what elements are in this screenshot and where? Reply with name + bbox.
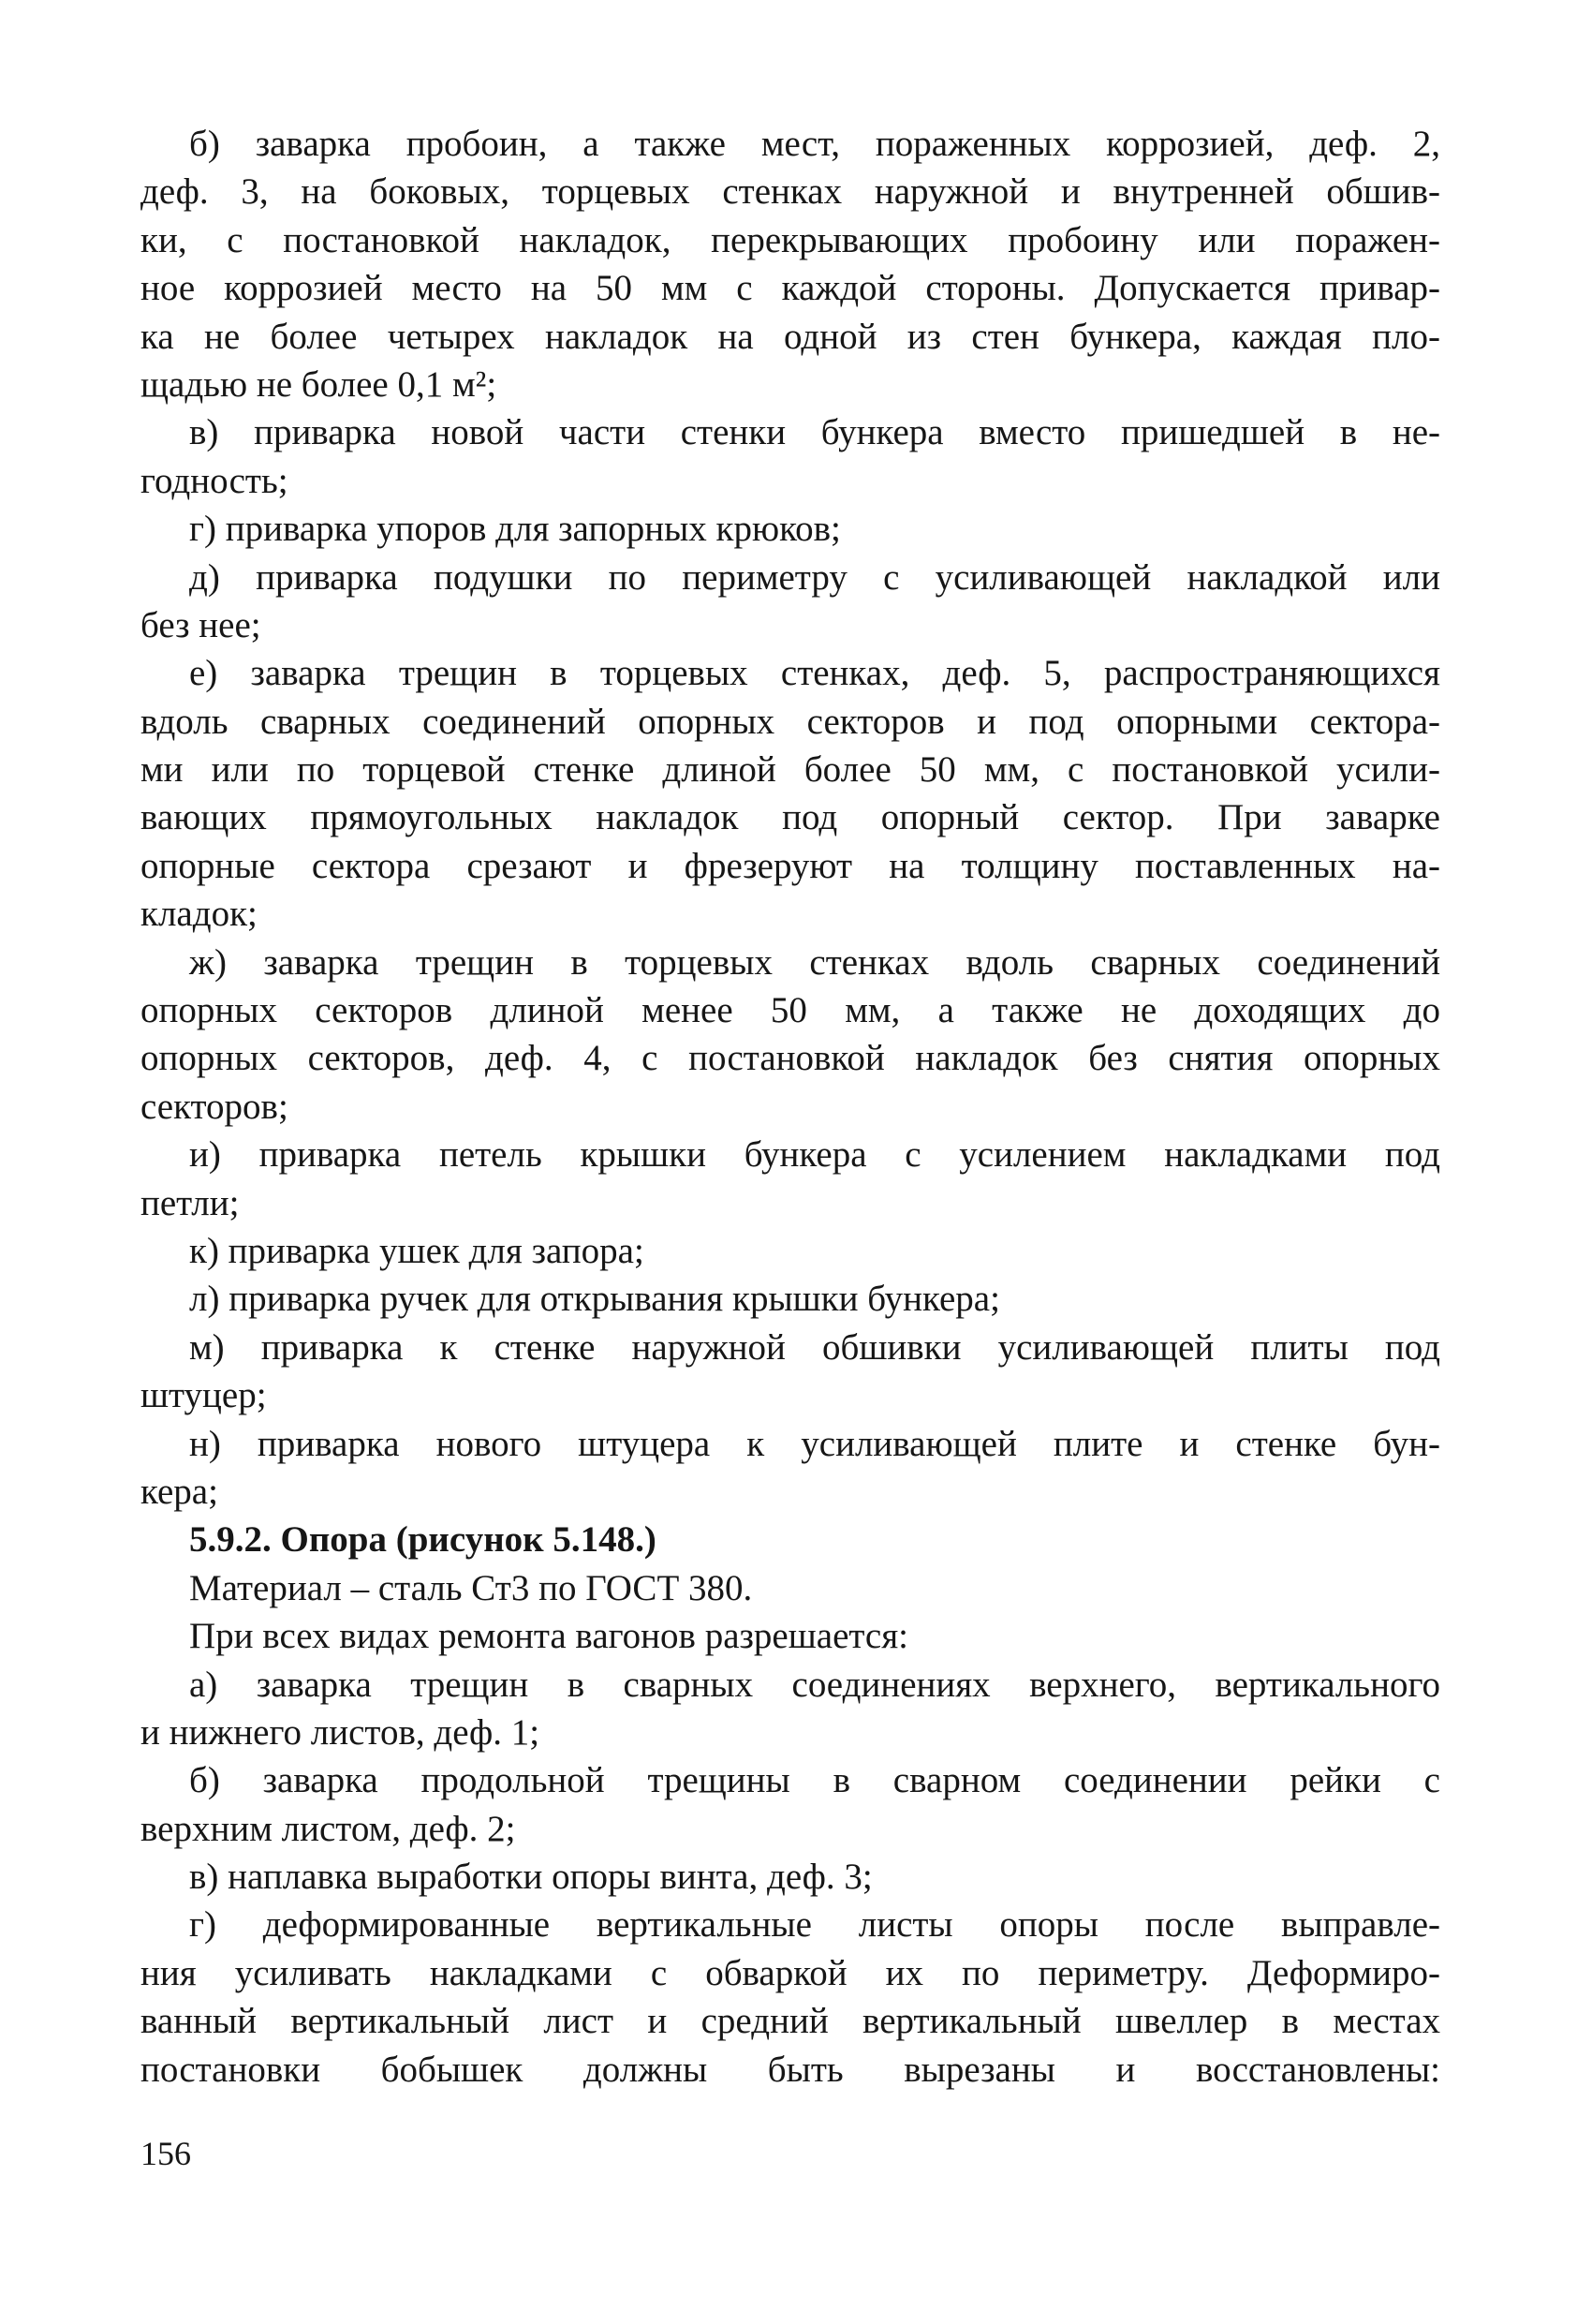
text-line: в) наплавка выработки опоры винта, деф. 3; bbox=[189, 1857, 873, 1898]
text-line: штуцер; bbox=[140, 1375, 267, 1416]
text-line: к) приварка ушек для запора; bbox=[189, 1230, 644, 1271]
paragraph bbox=[140, 1661, 1440, 1757]
text-line: вдоль сварных соединений опорных секторов и под опорными сектора- bbox=[140, 701, 1440, 742]
text-line: б) заварка продольной трещины в сварном соединении рейки с bbox=[189, 1760, 1440, 1801]
text-line: кера; bbox=[140, 1471, 218, 1512]
text-line: л) приварка ручек для открывания крышки бункера; bbox=[189, 1279, 1000, 1320]
text-line: опорные сектора срезают и фрезеруют на толщину поставленных на- bbox=[140, 845, 1440, 886]
paragraph bbox=[140, 649, 1440, 938]
text-line: 5.9.2. Опора (рисунок 5.148.) bbox=[189, 1519, 656, 1561]
text-line: ванный вертикальный лист и средний вертикальный швеллер в местах bbox=[140, 2001, 1440, 2042]
text-line: г) приварка упоров для запорных крюков; bbox=[189, 509, 841, 550]
paragraph bbox=[140, 1612, 1440, 1660]
text-line: ка не более четырех накладок на одной из стен бункера, каждая пло- bbox=[140, 316, 1440, 357]
text-line: ми или по торцевой стенке длиной более 50 мм, с постановкой усили- bbox=[140, 749, 1440, 791]
text-line: годность; bbox=[140, 460, 288, 501]
text-line: без нее; bbox=[140, 604, 261, 645]
text-line: вающих прямоугольных накладок под опорный сектор. При заварке bbox=[140, 797, 1440, 838]
text-line: верхним листом, деф. 2; bbox=[140, 1808, 516, 1849]
text-line: При всех видах ремонта вагонов разрешается: bbox=[189, 1616, 908, 1657]
text-line: ки, с постановкой накладок, перекрывающих пробоину или поражен- bbox=[140, 219, 1440, 260]
paragraph bbox=[140, 408, 1440, 505]
text-line: опорных секторов длиной менее 50 мм, а также не доходящих до bbox=[140, 990, 1440, 1031]
paragraph bbox=[140, 1324, 1440, 1420]
text-line: постановки бобышек должны быть вырезаны и восстановлены: bbox=[140, 2049, 1440, 2090]
text-line: ное коррозией место на 50 мм с каждой стороны. Допускается привар- bbox=[140, 268, 1440, 309]
paragraph bbox=[140, 939, 1440, 1132]
paragraph bbox=[140, 1756, 1440, 1853]
text-line: деф. 3, на боковых, торцевых стенках наружной и внутренней обшив- bbox=[140, 171, 1440, 213]
page-body bbox=[140, 120, 1440, 2094]
paragraph bbox=[140, 554, 1440, 650]
text-line: ж) заварка трещин в торцевых стенках вдоль сварных соединений bbox=[189, 941, 1440, 983]
text-line: Материал – сталь Ст3 по ГОСТ 380. bbox=[189, 1567, 753, 1608]
paragraph bbox=[140, 1564, 1440, 1612]
text-line: ния усиливать накладками с обваркой их по периметру. Деформиро- bbox=[140, 1952, 1440, 1993]
text-line: кладок; bbox=[140, 894, 258, 935]
text-line: е) заварка трещин в торцевых стенках, деф. 5, распространяющихся bbox=[189, 653, 1440, 694]
text-line: опорных секторов, деф. 4, с постановкой накладок без снятия опорных bbox=[140, 1038, 1440, 1079]
text-line: а) заварка трещин в сварных соединениях верхнего, вертикального bbox=[189, 1664, 1440, 1705]
text-line: н) приварка нового штуцера к усиливающей плите и стенке бун- bbox=[189, 1423, 1440, 1464]
text-line: секторов; bbox=[140, 1086, 288, 1127]
paragraph bbox=[140, 1275, 1440, 1323]
text-line: и) приварка петель крышки бункера с усилением накладками под bbox=[189, 1134, 1440, 1176]
text-line: и нижнего листов, деф. 1; bbox=[140, 1711, 540, 1753]
text-line: д) приварка подушки по периметру с усиливающей накладкой или bbox=[189, 556, 1440, 598]
paragraph bbox=[140, 120, 1440, 408]
text-line: м) приварка к стенке наружной обшивки усиливающей плиты под bbox=[189, 1326, 1440, 1368]
paragraph bbox=[140, 1131, 1440, 1227]
paragraph bbox=[140, 1227, 1440, 1275]
paragraph bbox=[140, 1420, 1440, 1517]
text-line: в) приварка новой части стенки бункера вместо пришедшей в не- bbox=[189, 412, 1440, 453]
text-line: петли; bbox=[140, 1182, 240, 1223]
text-line: щадью не более 0,1 м²; bbox=[140, 363, 497, 405]
paragraph bbox=[140, 1901, 1440, 2094]
paragraph bbox=[140, 505, 1440, 553]
paragraph bbox=[140, 1853, 1440, 1901]
text-line: г) деформированные вертикальные листы опоры после выправле- bbox=[189, 1904, 1440, 1946]
page-number: 156 bbox=[140, 2135, 191, 2172]
section-heading bbox=[140, 1516, 1440, 1563]
text-line: б) заварка пробоин, а также мест, пораженных коррозией, деф. 2, bbox=[189, 124, 1440, 164]
